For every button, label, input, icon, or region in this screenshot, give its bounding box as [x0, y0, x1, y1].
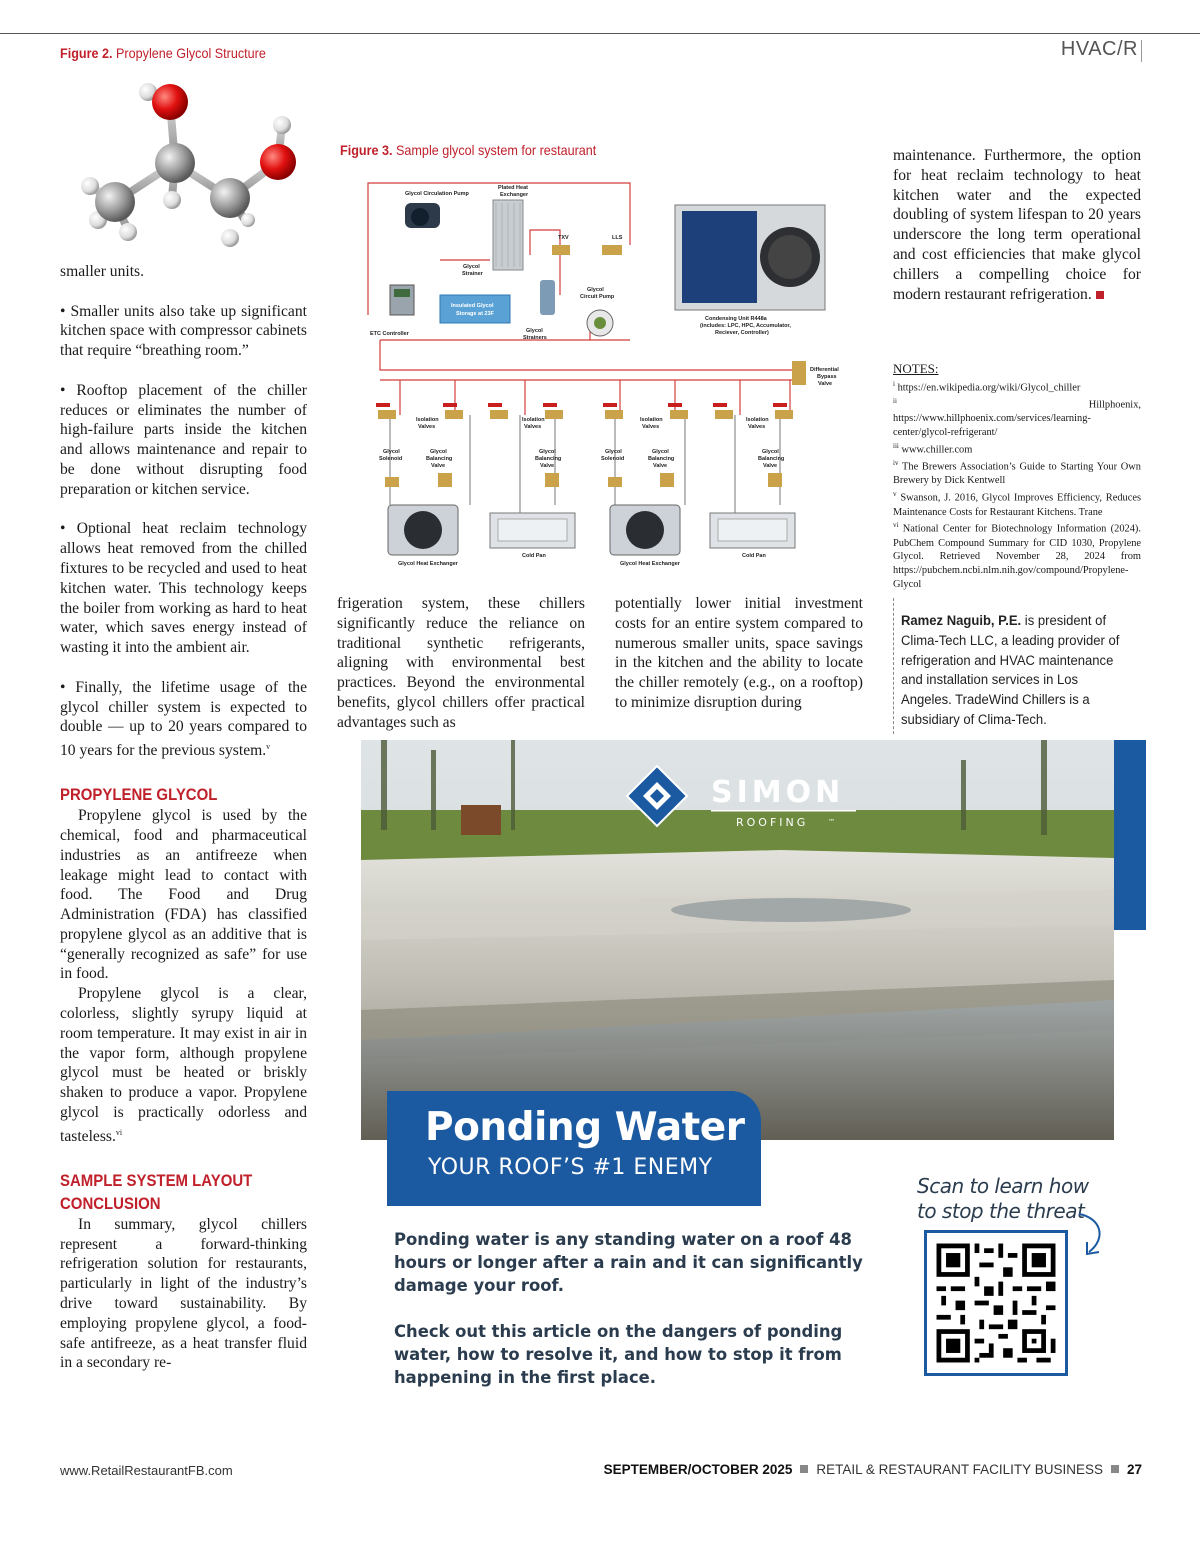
trademark: ™	[828, 818, 835, 826]
label-iso2: Valves	[642, 424, 660, 430]
label-dbv1: Differential	[810, 367, 839, 373]
label-bal3: Valve	[431, 463, 446, 469]
label-bal3: Valve	[763, 463, 778, 469]
label-strainers1: Glycol	[526, 328, 543, 334]
bio-divider	[893, 598, 894, 734]
glycol-system-diagram	[350, 175, 850, 575]
label-storage2: Storage at 23F	[456, 311, 494, 317]
author-bio	[901, 612, 1122, 731]
label-phe2: Exchanger	[500, 192, 529, 198]
qr-code-frame[interactable]	[924, 1230, 1068, 1376]
brand-subtitle: ROOFING	[736, 816, 809, 829]
col4-para: maintenance. Furthermore, the option for heat reclaim technology to heat kitchen water and the expected doubling of system lifespan to 20 years underscore the long term operational and cost efficiencies that make glycol chillers a compelling choice for modern restaurant refrigeration.	[893, 147, 1141, 303]
scan-text-line: Scan to learn how	[917, 1174, 1089, 1198]
figure2-label: Figure 2.	[60, 45, 113, 61]
figure2-caption	[60, 45, 266, 61]
label-strainers2: Strainers	[523, 335, 547, 341]
scan-text-line: to stop the threat	[917, 1199, 1085, 1223]
label-iso1: Isolation	[640, 417, 663, 423]
label-bal3: Valve	[540, 463, 555, 469]
label-lls: LLS	[612, 235, 623, 241]
page-number: 27	[1126, 1462, 1142, 1477]
label-sol2: Solenoid	[601, 456, 625, 462]
label-iso2: Valves	[418, 424, 436, 430]
label-iso1: Isolation	[416, 417, 439, 423]
label-strainer1: Glycol	[463, 264, 480, 270]
notes	[893, 362, 1141, 592]
column-4	[893, 146, 1141, 304]
footnote-ref: v	[266, 742, 271, 752]
note-item: $^v$ Swanson, J. 2016, Glycol Improves Efficiency, Reduces Maintenance Costs for Restaurant Kitchens. Trane	[893, 490, 1141, 518]
label-bal2: Balancing	[648, 456, 675, 462]
note-item: $^i$ https://en.wikipedia.org/wiki/Glycol_chiller	[893, 379, 1081, 394]
heading-propylene-glycol: PROPYLENE GLYCOL	[60, 785, 218, 805]
note-item: $^{iv}$ The Brewers Association’s Guide to Starting Your Own Brewery by Dick Kentwell	[893, 459, 1141, 487]
label-cond1: Condensing Unit R448a	[705, 316, 767, 322]
footer-url[interactable]: www.RetailRestaurantFB.com	[60, 1463, 233, 1478]
figure3-title: Sample glycol system for restaurant	[396, 142, 597, 158]
footer-folio	[604, 1462, 1142, 1477]
label-bal3: Valve	[653, 463, 668, 469]
author-description: is president of Clima-Tech LLC, a leading provider of refrigeration and HVAC maintenance and installation services in Los Angeles. TradeWind Chillers is a subsidiary of Clima-Tech.	[901, 613, 1120, 728]
figure2-title: Propylene Glycol Structure	[116, 45, 266, 61]
label-bal2: Balancing	[426, 456, 453, 462]
label-iso2: Valves	[748, 424, 766, 430]
col1-bullet: • Rooftop placement of the chiller reduces or eliminates the number of high-failure parts inside the kitchen and allows maintenance and repair to be done without disrupting food preparation or kitchen service.	[60, 381, 307, 498]
col1-bullet: • Finally, the lifetime usage of the glycol chiller system is expected to double — up to 20 years compared to 10 years for the previous system.$^v$	[60, 678, 307, 760]
footer-publication: RETAIL & RESTAURANT FACILITY BUSINESS	[816, 1462, 1103, 1477]
note-item: $^{iii}$ www.chiller.com	[893, 441, 973, 456]
column-2	[337, 594, 585, 733]
end-of-article-mark	[1096, 291, 1104, 299]
label-pump: Glycol Circulation Pump	[405, 191, 469, 197]
label-dbv2: Bypass	[817, 374, 837, 380]
label-cond2: (includes: LPC, HPC, Accumulator,	[700, 323, 791, 329]
ad-roof-photo[interactable]	[361, 740, 1146, 1140]
label-circ1: Glycol	[587, 287, 604, 293]
label-bal2: Balancing	[535, 456, 562, 462]
col1-para: Propylene glycol is used by the chemical, food and pharmaceutical industries as an antifreeze when leakage might lead to contact with food. The Food and Drug Administration (FDA) has classified propylene glycol as an additive that is “generally recognized as safe” for use in food.	[60, 807, 307, 983]
label-circ2: Circuit Pump	[580, 294, 615, 300]
ad-body-paragraph: Ponding water is any standing water on a roof 48 hours or longer after a rain and it can significantly damage your roof.	[394, 1230, 863, 1295]
label-bal1: Glycol	[430, 449, 447, 455]
brand-name: SIMON	[711, 775, 845, 810]
ad-headline: Ponding Water	[425, 1105, 745, 1150]
label-sol2: Solenoid	[379, 456, 403, 462]
footer-separator	[1111, 1465, 1119, 1473]
label-txv: TXV	[558, 235, 569, 241]
col2-para: frigeration system, these chillers significantly reduce the reliance on traditional synthetic refrigerants, aligning with environmental best practices. Beyond the environmental benefits, glycol chillers offer practical advantages such as	[337, 595, 585, 731]
col1-para: In summary, glycol chillers represent a forward-thinking refrigeration solution for restaurants, particularly in light of the industry’s drive toward sustainability. By employing propylene glycol, a food-safe antifreeze, as a heat transfer fluid in a secondary re-	[60, 1215, 307, 1372]
label-bal2: Balancing	[758, 456, 785, 462]
label-strainer2: Strainer	[462, 271, 483, 277]
section-label: HVAC/R	[1060, 38, 1138, 60]
label-sol1: Glycol	[605, 449, 622, 455]
heading-conclusion: CONCLUSION	[60, 1193, 161, 1213]
molecule-diagram	[60, 70, 320, 260]
label-etc: ETC Controller	[370, 331, 409, 337]
col1-bullet: • Optional heat reclaim technology allows heat removed from the chilled fixtures to be recycled and used to heat kitchen water. This technology keeps the boiler from working as hard to heat water, which saves energy instead of wasting it into the ambient air.	[60, 520, 307, 657]
label-iso1: Isolation	[522, 417, 545, 423]
footnote-ref: vi	[115, 1127, 123, 1137]
note-item: $^{ii}$ Hillphoenix, https://www.hillphoenix.com/services/learning-center/glycol-refrigerant/	[893, 397, 1141, 439]
column-3	[615, 594, 863, 713]
label-bal1: Glycol	[539, 449, 556, 455]
col1-para: Propylene glycol is a clear, colorless, slightly syrupy liquid at room temperature. It may exist in air in the vapor form, although propylene glycol must be heated or briskly shaken to produce a vapor. Propylene glycol is practically odorless and tasteless.$^{vi}$	[60, 985, 307, 1146]
col1-para: smaller units.	[60, 263, 145, 280]
curved-arrow-icon	[1075, 1210, 1109, 1260]
col3-para: potentially lower initial investment costs for an entire system compared to numerous smaller units, space savings in the kitchen and the ability to locate the chiller remotely (e.g., on a rooftop) to minimize disruption during	[615, 595, 863, 711]
ad-body-paragraph: Check out this article on the dangers of ponding water, how to resolve it, and how to stop it from happening in the first place.	[394, 1322, 843, 1387]
figure3-label: Figure 3.	[340, 142, 393, 158]
footer-separator	[800, 1465, 808, 1473]
label-cond3: Reciever, Controller)	[715, 330, 769, 336]
label-storage1: Insulated Glycol	[451, 303, 494, 309]
ad-subheadline: YOUR ROOF’S #1 ENEMY	[428, 1155, 713, 1180]
label-bal1: Glycol	[652, 449, 669, 455]
author-name: Ramez Naguib, P.E.	[901, 613, 1022, 629]
top-rule	[0, 33, 1200, 34]
note-item: $^{vi}$ National Center for Biotechnology Information (2024). PubChem Compound Summary for CID 1030, Propylene Glycol. Retrieved November 28, 2024 from https://pubchem.ncbi.nlm.nih.gov/compound/Propylene-Glycol	[893, 521, 1141, 590]
footer-issue: SEPTEMBER/OCTOBER 2025	[603, 1462, 793, 1477]
col1-bullet: • Smaller units also take up significant kitchen space with compressor cabinets that require “breathing room.”	[60, 302, 307, 360]
label-dbv3: Valve	[818, 381, 833, 387]
label-sol1: Glycol	[383, 449, 400, 455]
label-bal1: Glycol	[762, 449, 779, 455]
figure3-caption	[340, 142, 596, 158]
label-iso1: Isolation	[746, 417, 769, 423]
column-1	[60, 262, 307, 1373]
heading-sample-system-layout: SAMPLE SYSTEM LAYOUT	[60, 1170, 253, 1190]
notes-title: NOTES:	[893, 361, 939, 376]
label-ghe: Glycol Heat Exchanger	[620, 561, 680, 567]
label-pan: Cold Pan	[742, 553, 766, 559]
label-phe1: Plated Heat	[498, 185, 528, 191]
label-iso2: Valves	[524, 424, 542, 430]
label-pan: Cold Pan	[522, 553, 546, 559]
section-divider	[1141, 40, 1142, 62]
label-ghe: Glycol Heat Exchanger	[398, 561, 458, 567]
qr-code-icon[interactable]	[927, 1233, 1065, 1373]
